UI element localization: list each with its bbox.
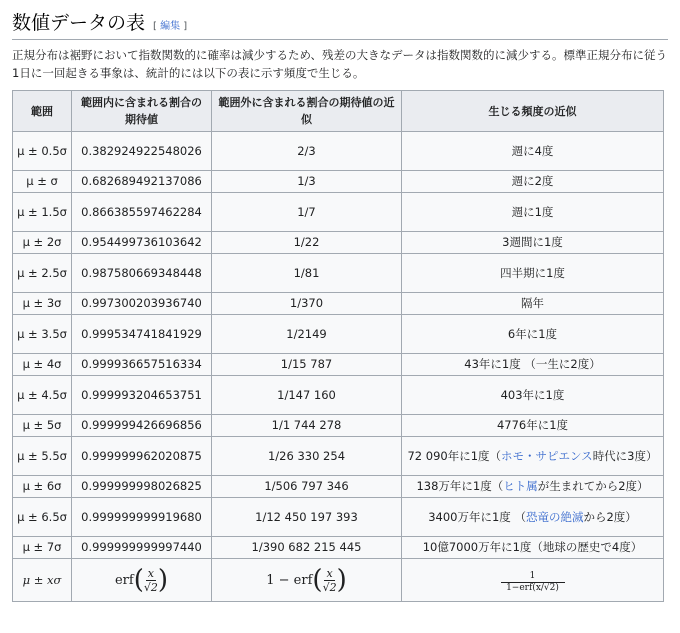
cell-outside: 1/2149: [212, 315, 402, 354]
one-minus-erf-formula: 1 − erf ( $\frac{x}{√2}$ ): [266, 565, 347, 595]
cell-range: μ ± 0.5σ: [13, 132, 72, 171]
cell-inside: 0.999936657516334: [72, 354, 212, 376]
cell-frequency: 43年に1度 （一生に2度）: [402, 354, 664, 376]
cell-inside: 0.382924922548026: [72, 132, 212, 171]
cell-frequency: 10億7000万年に1度（地球の歴史で4度）: [402, 537, 664, 559]
cell-inside: 0.954499736103642: [72, 232, 212, 254]
cell-inside: 0.999999999997440: [72, 537, 212, 559]
cell-range: μ ± 2σ: [13, 232, 72, 254]
cell-range: μ ± xσ: [13, 559, 72, 602]
cell-outside: 1/22: [212, 232, 402, 254]
edit-section-link-wrapper: [ 編集 ]: [153, 21, 188, 32]
cell-outside: 1/81: [212, 254, 402, 293]
cell-frequency: 3週間に1度: [402, 232, 664, 254]
cell-frequency: 週に4度: [402, 132, 664, 171]
cell-outside-formula: [212, 559, 402, 602]
table-row: [13, 415, 664, 437]
table-body: [13, 132, 664, 602]
cell-outside: 2/3: [212, 132, 402, 171]
cell-range: μ ± 5σ: [13, 415, 72, 437]
cell-frequency: 138万年に1度（ヒト属が生まれてから2度）: [402, 476, 664, 498]
cell-outside: 1/26 330 254: [212, 437, 402, 476]
table-row: [13, 193, 664, 232]
cell-inside-formula: [72, 559, 212, 602]
cell-frequency: 6年に1度: [402, 315, 664, 354]
cell-inside: 0.866385597462284: [72, 193, 212, 232]
cell-range: μ ± 1.5σ: [13, 193, 72, 232]
cell-range: μ ± 4σ: [13, 354, 72, 376]
cell-inside: 0.682689492137086: [72, 171, 212, 193]
cell-inside: 0.999993204653751: [72, 376, 212, 415]
erf-formula: erf ( $\frac{x}{√2}$ ): [114, 565, 169, 595]
table-header-row: [13, 91, 664, 132]
cell-frequency: 403年に1度: [402, 376, 664, 415]
frequency-formula: $\frac{1}{\text{1−erf(x/√2)}}$: [501, 571, 565, 594]
section-heading: [12, 4, 668, 40]
frequency-link[interactable]: 恐竜の絶滅: [525, 509, 584, 524]
cell-frequency: 週に2度: [402, 171, 664, 193]
header-range: 範囲: [13, 91, 72, 132]
table-row: [13, 232, 664, 254]
cell-outside: 1/7: [212, 193, 402, 232]
table-row: [13, 437, 664, 476]
cell-frequency: 72 090年に1度（ホモ・サピエンス時代に3度）: [402, 437, 664, 476]
probability-table: [12, 90, 664, 602]
cell-outside: 1/15 787: [212, 354, 402, 376]
cell-frequency: 4776年に1度: [402, 415, 664, 437]
cell-frequency: 四半期に1度: [402, 254, 664, 293]
cell-frequency: 隔年: [402, 293, 664, 315]
cell-outside: 1/3: [212, 171, 402, 193]
cell-range: μ ± 3.5σ: [13, 315, 72, 354]
cell-outside: 1/1 744 278: [212, 415, 402, 437]
cell-outside: 1/390 682 215 445: [212, 537, 402, 559]
table-row: [13, 476, 664, 498]
table-row: [13, 132, 664, 171]
cell-range: μ ± 5.5σ: [13, 437, 72, 476]
cell-frequency-formula: [402, 559, 664, 602]
header-frequency: 生じる頻度の近似: [402, 91, 664, 132]
cell-range: μ ± 6σ: [13, 476, 72, 498]
cell-frequency: 週に1度: [402, 193, 664, 232]
cell-outside: 1/147 160: [212, 376, 402, 415]
cell-range: μ ± 7σ: [13, 537, 72, 559]
cell-frequency: 3400万年に1度 （恐竜の絶滅から2度）: [402, 498, 664, 537]
table-row: [13, 315, 664, 354]
intro-paragraph: 正規分布は裾野において指数関数的に確率は減少するため、残差の大きなデータは指数関数的に減少する。標準正規分布に従う1日に一回起きる事象は、統計的には以下の表に示す頻度で生じる。: [12, 48, 668, 80]
frequency-link[interactable]: ヒト属: [503, 479, 538, 493]
cell-outside: 1/506 797 346: [212, 476, 402, 498]
cell-range: μ ± 6.5σ: [13, 498, 72, 537]
section-title: 数値データの表: [12, 12, 146, 34]
cell-inside: 0.999999998026825: [72, 476, 212, 498]
cell-inside: 0.999999962020875: [72, 437, 212, 476]
cell-outside: 1/12 450 197 393: [212, 498, 402, 537]
cell-range: μ ± 2.5σ: [13, 254, 72, 293]
cell-range: μ ± 4.5σ: [13, 376, 72, 415]
cell-inside: 0.987580669348448: [72, 254, 212, 293]
cell-inside: 0.999534741841929: [72, 315, 212, 354]
cell-inside: 0.997300203936740: [72, 293, 212, 315]
frequency-link[interactable]: ホモ・サピエンス: [501, 448, 593, 463]
table-row: [13, 171, 664, 193]
table-row: [13, 537, 664, 559]
table-row: [13, 254, 664, 293]
table-row: [13, 498, 664, 537]
cell-range: μ ± σ: [13, 171, 72, 193]
header-inside: 範囲内に含まれる割合の期待値: [72, 91, 212, 132]
cell-outside: 1/370: [212, 293, 402, 315]
table-row: [13, 376, 664, 415]
cell-inside: 0.999999426696856: [72, 415, 212, 437]
cell-range: μ ± 3σ: [13, 293, 72, 315]
table-row: [13, 354, 664, 376]
edit-section-link[interactable]: 編集: [160, 21, 181, 32]
cell-inside: 0.999999999919680: [72, 498, 212, 537]
header-outside: 範囲外に含まれる割合の期待値の近似: [212, 91, 402, 132]
table-row-formula: [13, 559, 664, 602]
table-row: [13, 293, 664, 315]
